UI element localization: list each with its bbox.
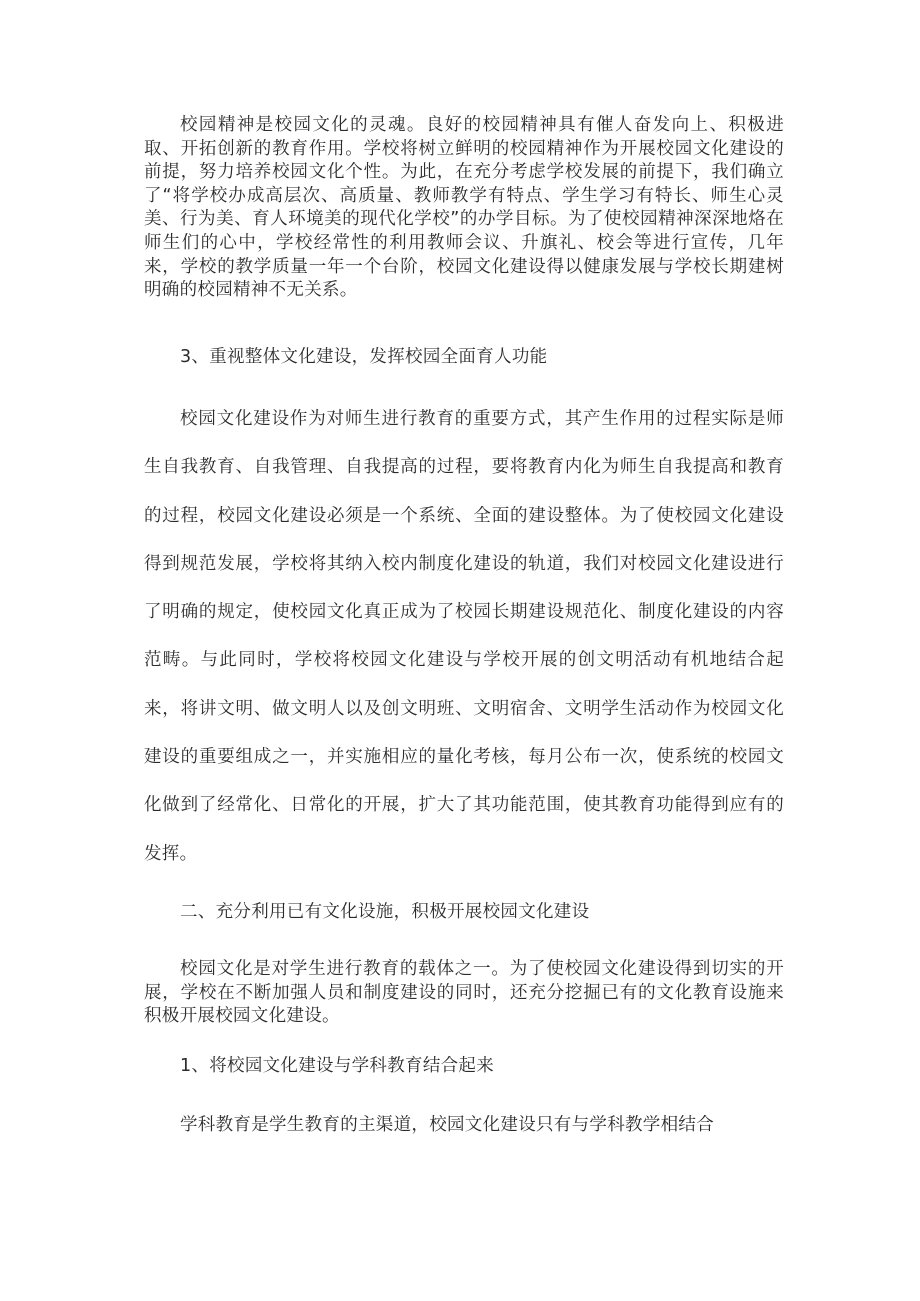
section-heading-3: 3、重视整体文化建设，发挥校园全面育人功能 bbox=[180, 347, 548, 367]
section-heading-2: 二、充分利用已有文化设施，积极开展校园文化建设 bbox=[180, 902, 590, 922]
paragraph-campus-spirit: 校园精神是校园文化的灵魂。良好的校园精神具有催人奋发向上、积极进取、开拓创新的教育作用。学校将树立鲜明的校园精神作为开展校园文化建设的前提，努力培养校园文化个性。为此，在充分考虑学校发展的前提下，我们确立了“将学校办成高层次、高质量、教师教学有特点、学生学习有特长、师生心灵美、行为美、育人环境美的现代化学校”的办学目标。为了使校园精神深深地烙在师生们的心中，学校经常性的利用教师会议、升旗礼、校会等进行宣传，几年来，学校的教学质量一年一个台阶，校园文化建设得以健康发展与学校长期建树明确的校园精神不无关系。 bbox=[144, 115, 784, 301]
paragraph-subject-education: 学科教育是学生教育的主渠道，校园文化建设只有与学科教学相结合 bbox=[180, 1115, 714, 1135]
paragraph-overall-culture: 校园文化建设作为对师生进行教育的重要方式，其产生作用的过程实际是师生自我教育、自我管理、自我提高的过程，要将教育内化为师生自我提高和教育的过程，校园文化建设必须是一个系统、全面的建设整体。为了使校园文化建设得到规范发展，学校将其纳入校内制度化建设的轨道，我们对校园文化建设进行了明确的规定，使校园文化真正成为了校园长期建设规范化、制度化建设的内容范畴。与此同时，学校将校园文化建设与学校开展的创文明活动有机地结合起来，将讲文明、做文明人以及创文明班、文明宿舍、文明学生活动作为校园文化建设的重要组成之一，并实施相应的量化考核，每月公布一次，使系统的校园文化做到了经常化、日常化的开展，扩大了其功能范围，使其教育功能得到应有的发挥。 bbox=[144, 409, 784, 864]
section-heading-1: 1、将校园文化建设与学科教育结合起来 bbox=[180, 1056, 495, 1076]
paragraph-cultural-facilities: 校园文化是对学生进行教育的载体之一。为了使校园文化建设得到切实的开展，学校在不断加强人员和制度建设的同时，还充分挖掘已有的文化教育设施来积极开展校园文化建设。 bbox=[144, 959, 784, 1027]
